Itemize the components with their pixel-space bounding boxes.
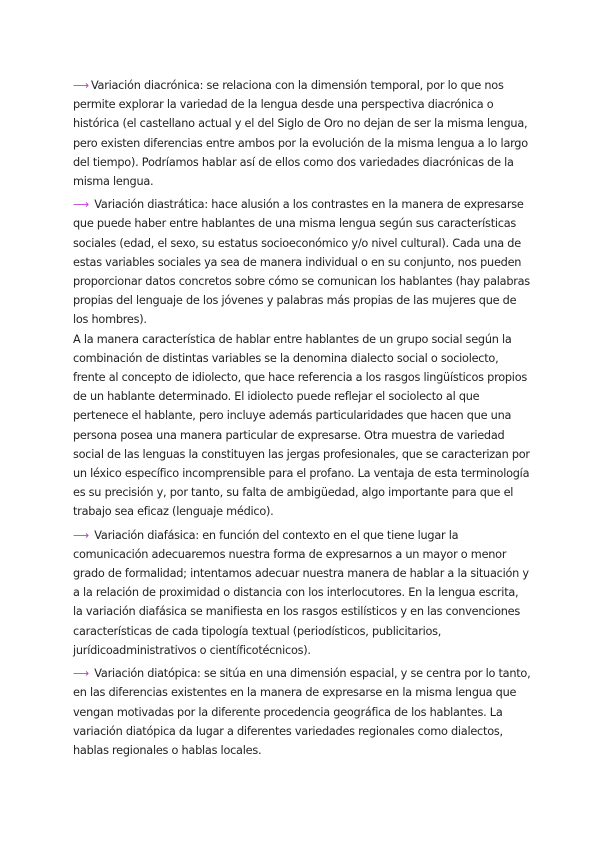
paragraph-text: Variación diacrónica: se relaciona con la dimensión temporal, por lo que nos permite explorar la variedad de la lengua desde una perspectiva diacrónica o histórica (el castellano actual y el del Siglo de Oro no dejan de ser la misma lengua, pero existen diferencias entre ambos por la evolución de la misma lengua a lo largo del tiempo). Podríamos hablar así de ellos como dos variedades diacrónicas de la misma lengua.: [73, 79, 528, 189]
arrow-icon: ⟶: [73, 528, 89, 542]
paragraph-diastratica: [73, 195, 531, 329]
paragraph-text: Variación diatópica: se sitúa en una dimensión espacial, y se centra por lo tanto, en las diferencias existentes en la manera de expresarse en la misma lengua que vengan motivadas por la diferente procedencia geográfica de los hablantes. La variación diatópica da lugar a diferentes variedades regionales como dialectos, hablas regionales o hablas locales.: [73, 667, 531, 757]
paragraph-sociolecto: [73, 330, 531, 522]
arrow-icon: ⟶: [73, 667, 89, 681]
paragraph-text: Variación diafásica: en función del contexto en el que tiene lugar la comunicación adecuaremos nuestra forma de expresarnos a un mayor o menor grado de formalidad; intentamos adecuar nuestra manera de hablar a la situación y a la relación de proximidad o distancia con los interlocutores. En la lengua escrita, la variación diafásica se manifiesta en los rasgos estilísticos y en las convenciones características de cada tipología textual (periodísticos, publicitarios, jurídicoadministrativos o científicotécnicos).: [73, 528, 529, 657]
document-page: [73, 76, 531, 760]
paragraph-diatopica: [73, 664, 531, 760]
arrow-icon: ⟶: [73, 79, 89, 92]
paragraph-diafasica: [73, 526, 531, 660]
arrow-icon: ⟶: [73, 198, 89, 212]
paragraph-diacronica: [73, 76, 531, 191]
paragraph-text: Variación diastrática: hace alusión a los contrastes en la manera de expresarse que puede haber entre hablantes de una misma lengua según sus características sociales (edad, el sexo, su estatus socioeconómico y/o nivel cultural). Cada una de estas variables sociales ya sea de manera individual o en su conjunto, nos pueden proporcionar datos concretos sobre cómo se comunican los hablantes (hay palabras propias del lenguaje de los jóvenes y palabras más propias de las mujeres que de los hombres).: [73, 198, 530, 327]
paragraph-text: A la manera característica de hablar entre hablantes de un grupo social según la combinación de distintas variables se la denomina dialecto social o sociolecto, frente al concepto de idiolecto, que hace referencia a los rasgos lingüísticos propios de un hablante determinado. El idiolecto puede reflejar el sociolecto al que pertenece el hablante, pero incluye además particularidades que hacen que una persona posea una manera particular de expresarse. Otra muestra de variedad social de las lenguas la constituyen las jergas profesionales, que se caracterizan por un léxico específico incomprensible para el profano. La ventaja de esta terminología es su precisión y, por tanto, su falta de ambigüedad, algo importante para que el trabajo sea eficaz (lenguaje médico).: [73, 332, 530, 519]
